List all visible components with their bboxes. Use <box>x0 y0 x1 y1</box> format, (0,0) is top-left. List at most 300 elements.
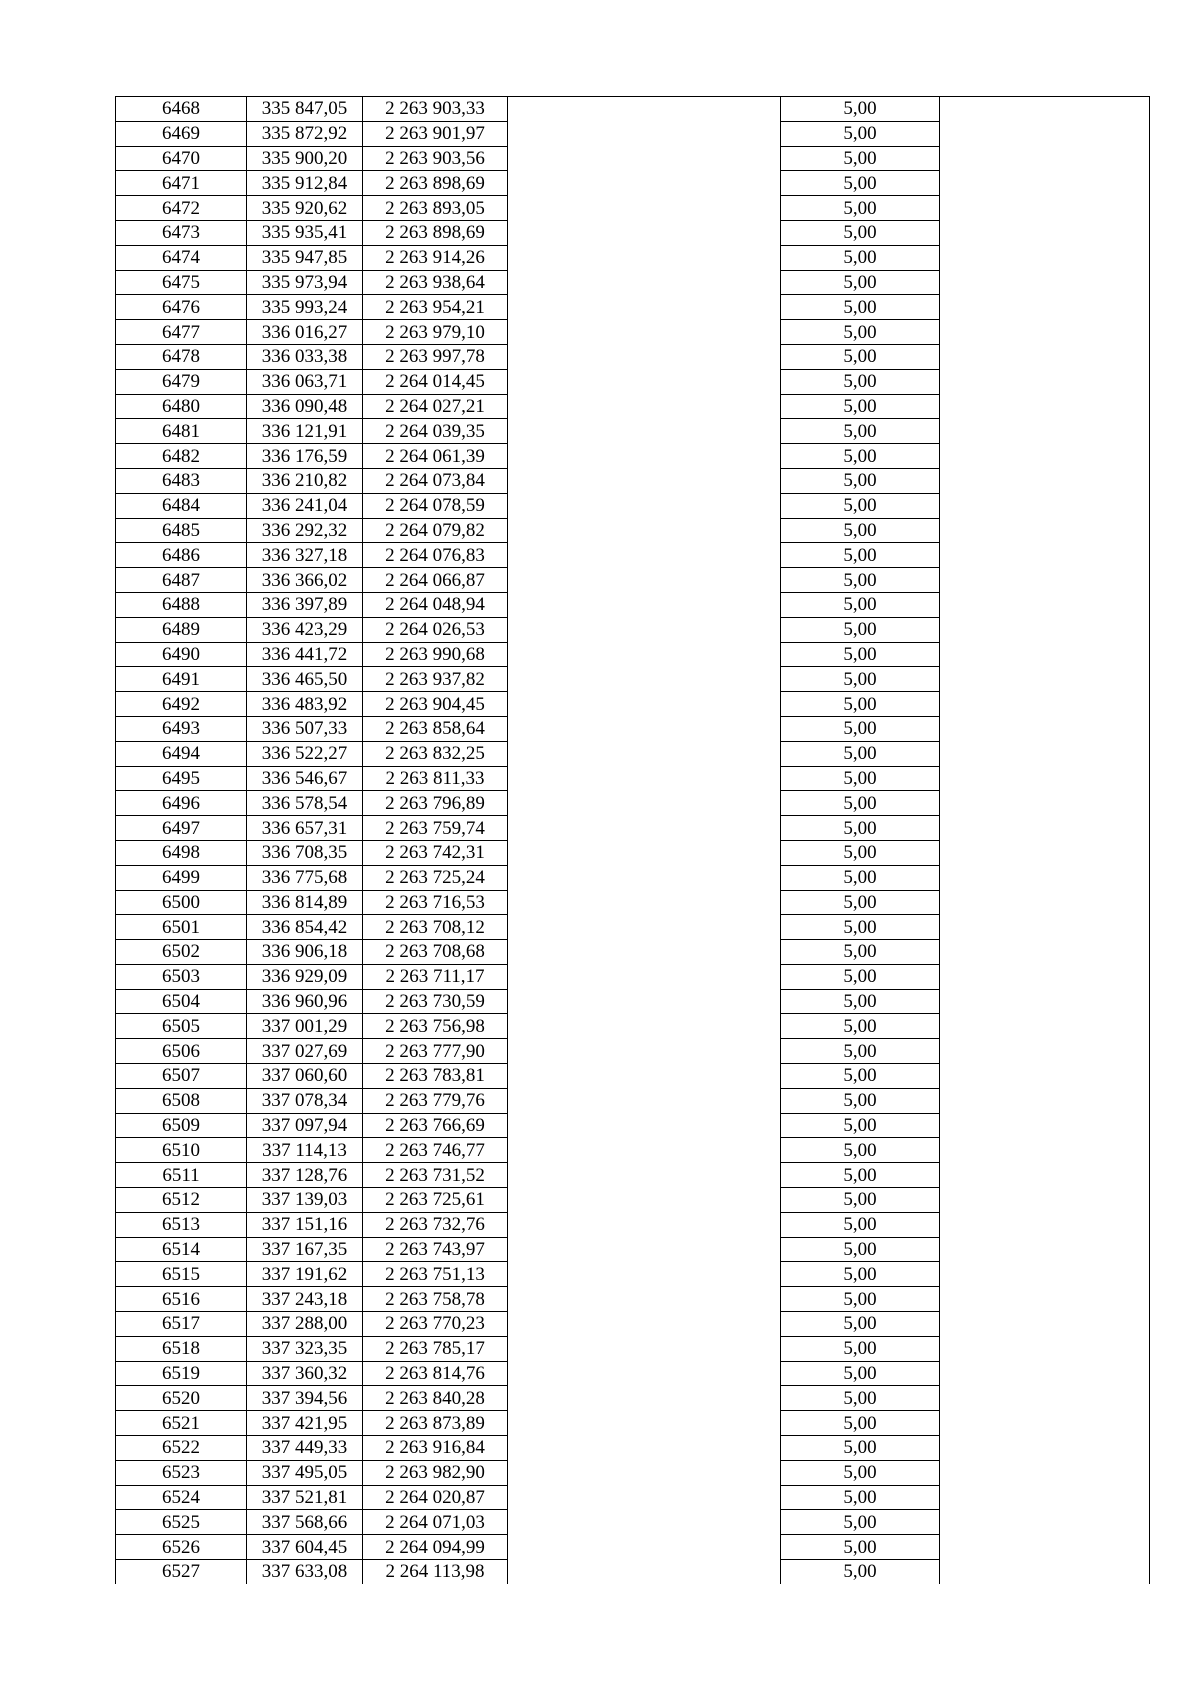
value-cell: 5,00 <box>781 1485 940 1510</box>
value-cell: 5,00 <box>781 791 940 816</box>
y-coordinate-cell: 2 263 730,59 <box>363 989 508 1014</box>
table-row <box>116 1088 1150 1113</box>
empty-cell <box>508 1312 781 1337</box>
empty-cell <box>940 1485 1150 1510</box>
empty-cell <box>508 196 781 221</box>
x-coordinate-cell: 337 394,56 <box>247 1386 363 1411</box>
y-coordinate-cell: 2 264 048,94 <box>363 592 508 617</box>
point-number-cell: 6474 <box>116 245 247 270</box>
y-coordinate-cell: 2 264 079,82 <box>363 518 508 543</box>
value-cell: 5,00 <box>781 1163 940 1188</box>
empty-cell <box>940 121 1150 146</box>
table-row <box>116 568 1150 593</box>
point-number-cell: 6518 <box>116 1336 247 1361</box>
table-row <box>116 667 1150 692</box>
empty-cell <box>940 1287 1150 1312</box>
value-cell: 5,00 <box>781 1014 940 1039</box>
y-coordinate-cell: 2 263 758,78 <box>363 1287 508 1312</box>
point-number-cell: 6469 <box>116 121 247 146</box>
table-row <box>116 468 1150 493</box>
empty-cell <box>940 1138 1150 1163</box>
y-coordinate-cell: 2 263 893,05 <box>363 196 508 221</box>
table-row <box>116 1510 1150 1535</box>
y-coordinate-cell: 2 263 779,76 <box>363 1088 508 1113</box>
empty-cell <box>940 1014 1150 1039</box>
x-coordinate-cell: 336 063,71 <box>247 369 363 394</box>
empty-cell <box>940 1212 1150 1237</box>
empty-cell <box>508 791 781 816</box>
y-coordinate-cell: 2 263 716,53 <box>363 890 508 915</box>
table-row <box>116 692 1150 717</box>
x-coordinate-cell: 337 001,29 <box>247 1014 363 1039</box>
y-coordinate-cell: 2 263 938,64 <box>363 270 508 295</box>
x-coordinate-cell: 337 060,60 <box>247 1064 363 1089</box>
empty-cell <box>940 146 1150 171</box>
x-coordinate-cell: 336 210,82 <box>247 468 363 493</box>
empty-cell <box>940 1237 1150 1262</box>
table-row <box>116 518 1150 543</box>
value-cell: 5,00 <box>781 1510 940 1535</box>
y-coordinate-cell: 2 263 770,23 <box>363 1312 508 1337</box>
value-cell: 5,00 <box>781 196 940 221</box>
y-coordinate-cell: 2 263 751,13 <box>363 1262 508 1287</box>
x-coordinate-cell: 336 708,35 <box>247 840 363 865</box>
table-row <box>116 270 1150 295</box>
empty-cell <box>940 344 1150 369</box>
point-number-cell: 6480 <box>116 394 247 419</box>
point-number-cell: 6494 <box>116 741 247 766</box>
x-coordinate-cell: 336 327,18 <box>247 543 363 568</box>
table-row <box>116 1113 1150 1138</box>
empty-cell <box>940 1436 1150 1461</box>
table-row <box>116 146 1150 171</box>
coordinates-table-body <box>116 97 1150 1584</box>
x-coordinate-cell: 336 397,89 <box>247 592 363 617</box>
empty-cell <box>940 1336 1150 1361</box>
y-coordinate-cell: 2 263 937,82 <box>363 667 508 692</box>
empty-cell <box>508 890 781 915</box>
table-row <box>116 741 1150 766</box>
table-row <box>116 816 1150 841</box>
table-row <box>116 1336 1150 1361</box>
empty-cell <box>508 964 781 989</box>
value-cell: 5,00 <box>781 840 940 865</box>
point-number-cell: 6483 <box>116 468 247 493</box>
value-cell: 5,00 <box>781 146 940 171</box>
empty-cell <box>508 369 781 394</box>
value-cell: 5,00 <box>781 171 940 196</box>
value-cell: 5,00 <box>781 543 940 568</box>
y-coordinate-cell: 2 263 746,77 <box>363 1138 508 1163</box>
table-row <box>116 1212 1150 1237</box>
y-coordinate-cell: 2 263 783,81 <box>363 1064 508 1089</box>
value-cell: 5,00 <box>781 1188 940 1213</box>
empty-cell <box>940 617 1150 642</box>
table-row <box>116 1039 1150 1064</box>
value-cell: 5,00 <box>781 468 940 493</box>
value-cell: 5,00 <box>781 667 940 692</box>
empty-cell <box>508 419 781 444</box>
point-number-cell: 6491 <box>116 667 247 692</box>
value-cell: 5,00 <box>781 245 940 270</box>
point-number-cell: 6503 <box>116 964 247 989</box>
y-coordinate-cell: 2 263 914,26 <box>363 245 508 270</box>
empty-cell <box>940 369 1150 394</box>
table-row <box>116 791 1150 816</box>
table-row <box>116 642 1150 667</box>
empty-cell <box>508 1113 781 1138</box>
table-row <box>116 171 1150 196</box>
value-cell: 5,00 <box>781 1336 940 1361</box>
point-number-cell: 6470 <box>116 146 247 171</box>
point-number-cell: 6482 <box>116 444 247 469</box>
y-coordinate-cell: 2 263 796,89 <box>363 791 508 816</box>
empty-cell <box>940 220 1150 245</box>
y-coordinate-cell: 2 264 076,83 <box>363 543 508 568</box>
value-cell: 5,00 <box>781 320 940 345</box>
empty-cell <box>940 171 1150 196</box>
value-cell: 5,00 <box>781 964 940 989</box>
x-coordinate-cell: 337 139,03 <box>247 1188 363 1213</box>
point-number-cell: 6477 <box>116 320 247 345</box>
value-cell: 5,00 <box>781 1460 940 1485</box>
y-coordinate-cell: 2 264 094,99 <box>363 1535 508 1560</box>
empty-cell <box>508 220 781 245</box>
table-row <box>116 1312 1150 1337</box>
value-cell: 5,00 <box>781 1113 940 1138</box>
empty-cell <box>940 245 1150 270</box>
x-coordinate-cell: 337 421,95 <box>247 1411 363 1436</box>
x-coordinate-cell: 336 016,27 <box>247 320 363 345</box>
empty-cell <box>508 121 781 146</box>
point-number-cell: 6493 <box>116 716 247 741</box>
table-row <box>116 1436 1150 1461</box>
point-number-cell: 6517 <box>116 1312 247 1337</box>
value-cell: 5,00 <box>781 1212 940 1237</box>
table-row <box>116 121 1150 146</box>
value-cell: 5,00 <box>781 617 940 642</box>
empty-cell <box>508 1188 781 1213</box>
y-coordinate-cell: 2 263 858,64 <box>363 716 508 741</box>
point-number-cell: 6501 <box>116 915 247 940</box>
point-number-cell: 6504 <box>116 989 247 1014</box>
value-cell: 5,00 <box>781 642 940 667</box>
table-row <box>116 865 1150 890</box>
empty-cell <box>940 592 1150 617</box>
empty-cell <box>940 493 1150 518</box>
empty-cell <box>508 1361 781 1386</box>
y-coordinate-cell: 2 263 732,76 <box>363 1212 508 1237</box>
value-cell: 5,00 <box>781 1312 940 1337</box>
point-number-cell: 6471 <box>116 171 247 196</box>
table-row <box>116 964 1150 989</box>
value-cell: 5,00 <box>781 270 940 295</box>
point-number-cell: 6492 <box>116 692 247 717</box>
point-number-cell: 6485 <box>116 518 247 543</box>
empty-cell <box>508 989 781 1014</box>
y-coordinate-cell: 2 263 711,17 <box>363 964 508 989</box>
point-number-cell: 6481 <box>116 419 247 444</box>
empty-cell <box>508 543 781 568</box>
empty-cell <box>508 1560 781 1584</box>
empty-cell <box>940 1113 1150 1138</box>
y-coordinate-cell: 2 264 061,39 <box>363 444 508 469</box>
y-coordinate-cell: 2 263 743,97 <box>363 1237 508 1262</box>
point-number-cell: 6514 <box>116 1237 247 1262</box>
x-coordinate-cell: 336 929,09 <box>247 964 363 989</box>
empty-cell <box>940 568 1150 593</box>
point-number-cell: 6527 <box>116 1560 247 1584</box>
point-number-cell: 6507 <box>116 1064 247 1089</box>
table-row <box>116 444 1150 469</box>
x-coordinate-cell: 336 960,96 <box>247 989 363 1014</box>
point-number-cell: 6516 <box>116 1287 247 1312</box>
x-coordinate-cell: 335 900,20 <box>247 146 363 171</box>
point-number-cell: 6524 <box>116 1485 247 1510</box>
x-coordinate-cell: 336 657,31 <box>247 816 363 841</box>
table-row <box>116 1535 1150 1560</box>
empty-cell <box>508 344 781 369</box>
table-row <box>116 1287 1150 1312</box>
point-number-cell: 6489 <box>116 617 247 642</box>
point-number-cell: 6508 <box>116 1088 247 1113</box>
empty-cell <box>508 1510 781 1535</box>
empty-cell <box>940 692 1150 717</box>
value-cell: 5,00 <box>781 1436 940 1461</box>
x-coordinate-cell: 337 078,34 <box>247 1088 363 1113</box>
x-coordinate-cell: 336 507,33 <box>247 716 363 741</box>
empty-cell <box>940 1039 1150 1064</box>
empty-cell <box>508 940 781 965</box>
y-coordinate-cell: 2 264 071,03 <box>363 1510 508 1535</box>
x-coordinate-cell: 337 243,18 <box>247 1287 363 1312</box>
x-coordinate-cell: 337 151,16 <box>247 1212 363 1237</box>
point-number-cell: 6475 <box>116 270 247 295</box>
empty-cell <box>940 1312 1150 1337</box>
empty-cell <box>508 1163 781 1188</box>
y-coordinate-cell: 2 263 777,90 <box>363 1039 508 1064</box>
empty-cell <box>508 592 781 617</box>
point-number-cell: 6495 <box>116 766 247 791</box>
point-number-cell: 6478 <box>116 344 247 369</box>
empty-cell <box>508 741 781 766</box>
empty-cell <box>508 171 781 196</box>
value-cell: 5,00 <box>781 716 940 741</box>
empty-cell <box>940 1064 1150 1089</box>
empty-cell <box>508 270 781 295</box>
empty-cell <box>508 518 781 543</box>
value-cell: 5,00 <box>781 766 940 791</box>
value-cell: 5,00 <box>781 1535 940 1560</box>
value-cell: 5,00 <box>781 344 940 369</box>
empty-cell <box>508 1411 781 1436</box>
empty-cell <box>940 1088 1150 1113</box>
value-cell: 5,00 <box>781 865 940 890</box>
table-row <box>116 97 1150 122</box>
empty-cell <box>508 642 781 667</box>
x-coordinate-cell: 335 935,41 <box>247 220 363 245</box>
value-cell: 5,00 <box>781 741 940 766</box>
x-coordinate-cell: 336 241,04 <box>247 493 363 518</box>
table-row <box>116 592 1150 617</box>
empty-cell <box>940 915 1150 940</box>
empty-cell <box>940 97 1150 122</box>
y-coordinate-cell: 2 263 979,10 <box>363 320 508 345</box>
value-cell: 5,00 <box>781 1411 940 1436</box>
x-coordinate-cell: 335 912,84 <box>247 171 363 196</box>
empty-cell <box>508 840 781 865</box>
point-number-cell: 6499 <box>116 865 247 890</box>
empty-cell <box>940 1163 1150 1188</box>
empty-cell <box>940 1386 1150 1411</box>
empty-cell <box>940 667 1150 692</box>
x-coordinate-cell: 337 167,35 <box>247 1237 363 1262</box>
empty-cell <box>940 816 1150 841</box>
value-cell: 5,00 <box>781 1386 940 1411</box>
empty-cell <box>508 1039 781 1064</box>
value-cell: 5,00 <box>781 989 940 1014</box>
table-row <box>116 617 1150 642</box>
x-coordinate-cell: 336 176,59 <box>247 444 363 469</box>
point-number-cell: 6488 <box>116 592 247 617</box>
value-cell: 5,00 <box>781 592 940 617</box>
x-coordinate-cell: 336 578,54 <box>247 791 363 816</box>
point-number-cell: 6526 <box>116 1535 247 1560</box>
value-cell: 5,00 <box>781 915 940 940</box>
x-coordinate-cell: 336 546,67 <box>247 766 363 791</box>
y-coordinate-cell: 2 264 113,98 <box>363 1560 508 1584</box>
value-cell: 5,00 <box>781 890 940 915</box>
y-coordinate-cell: 2 264 020,87 <box>363 1485 508 1510</box>
table-row <box>116 1014 1150 1039</box>
point-number-cell: 6502 <box>116 940 247 965</box>
point-number-cell: 6519 <box>116 1361 247 1386</box>
y-coordinate-cell: 2 263 990,68 <box>363 642 508 667</box>
empty-cell <box>940 543 1150 568</box>
x-coordinate-cell: 337 323,35 <box>247 1336 363 1361</box>
x-coordinate-cell: 336 033,38 <box>247 344 363 369</box>
empty-cell <box>508 1386 781 1411</box>
y-coordinate-cell: 2 264 014,45 <box>363 369 508 394</box>
x-coordinate-cell: 337 568,66 <box>247 1510 363 1535</box>
x-coordinate-cell: 336 906,18 <box>247 940 363 965</box>
value-cell: 5,00 <box>781 121 940 146</box>
empty-cell <box>508 1014 781 1039</box>
value-cell: 5,00 <box>781 816 940 841</box>
empty-cell <box>940 320 1150 345</box>
table-row <box>116 295 1150 320</box>
x-coordinate-cell: 337 288,00 <box>247 1312 363 1337</box>
x-coordinate-cell: 335 872,92 <box>247 121 363 146</box>
value-cell: 5,00 <box>781 1287 940 1312</box>
value-cell: 5,00 <box>781 1361 940 1386</box>
value-cell: 5,00 <box>781 220 940 245</box>
y-coordinate-cell: 2 263 759,74 <box>363 816 508 841</box>
empty-cell <box>940 1560 1150 1584</box>
table-row <box>116 543 1150 568</box>
y-coordinate-cell: 2 263 982,90 <box>363 1460 508 1485</box>
y-coordinate-cell: 2 263 766,69 <box>363 1113 508 1138</box>
point-number-cell: 6476 <box>116 295 247 320</box>
y-coordinate-cell: 2 263 903,56 <box>363 146 508 171</box>
empty-cell <box>508 1535 781 1560</box>
x-coordinate-cell: 336 441,72 <box>247 642 363 667</box>
y-coordinate-cell: 2 263 903,33 <box>363 97 508 122</box>
empty-cell <box>508 1287 781 1312</box>
empty-cell <box>940 1460 1150 1485</box>
y-coordinate-cell: 2 263 901,97 <box>363 121 508 146</box>
empty-cell <box>508 97 781 122</box>
table-row <box>116 1262 1150 1287</box>
table-row <box>116 1237 1150 1262</box>
value-cell: 5,00 <box>781 1237 940 1262</box>
point-number-cell: 6522 <box>116 1436 247 1461</box>
table-row <box>116 1361 1150 1386</box>
value-cell: 5,00 <box>781 692 940 717</box>
value-cell: 5,00 <box>781 1039 940 1064</box>
value-cell: 5,00 <box>781 369 940 394</box>
value-cell: 5,00 <box>781 394 940 419</box>
x-coordinate-cell: 337 027,69 <box>247 1039 363 1064</box>
value-cell: 5,00 <box>781 1064 940 1089</box>
table-row <box>116 840 1150 865</box>
point-number-cell: 6500 <box>116 890 247 915</box>
empty-cell <box>508 915 781 940</box>
y-coordinate-cell: 2 263 814,76 <box>363 1361 508 1386</box>
table-row <box>116 196 1150 221</box>
table-row <box>116 915 1150 940</box>
table-row <box>116 220 1150 245</box>
empty-cell <box>508 1138 781 1163</box>
empty-cell <box>940 642 1150 667</box>
empty-cell <box>508 865 781 890</box>
table-row <box>116 419 1150 444</box>
value-cell: 5,00 <box>781 1088 940 1113</box>
y-coordinate-cell: 2 263 898,69 <box>363 220 508 245</box>
y-coordinate-cell: 2 263 708,68 <box>363 940 508 965</box>
x-coordinate-cell: 336 465,50 <box>247 667 363 692</box>
y-coordinate-cell: 2 263 785,17 <box>363 1336 508 1361</box>
x-coordinate-cell: 336 366,02 <box>247 568 363 593</box>
empty-cell <box>508 1212 781 1237</box>
point-number-cell: 6479 <box>116 369 247 394</box>
empty-cell <box>508 1237 781 1262</box>
value-cell: 5,00 <box>781 1560 940 1584</box>
value-cell: 5,00 <box>781 419 940 444</box>
value-cell: 5,00 <box>781 493 940 518</box>
empty-cell <box>508 1336 781 1361</box>
value-cell: 5,00 <box>781 444 940 469</box>
y-coordinate-cell: 2 263 756,98 <box>363 1014 508 1039</box>
point-number-cell: 6521 <box>116 1411 247 1436</box>
x-coordinate-cell: 337 128,76 <box>247 1163 363 1188</box>
point-number-cell: 6512 <box>116 1188 247 1213</box>
empty-cell <box>508 692 781 717</box>
point-number-cell: 6520 <box>116 1386 247 1411</box>
x-coordinate-cell: 336 292,32 <box>247 518 363 543</box>
point-number-cell: 6515 <box>116 1262 247 1287</box>
y-coordinate-cell: 2 264 078,59 <box>363 493 508 518</box>
table-row <box>116 1386 1150 1411</box>
point-number-cell: 6523 <box>116 1460 247 1485</box>
y-coordinate-cell: 2 264 039,35 <box>363 419 508 444</box>
x-coordinate-cell: 336 090,48 <box>247 394 363 419</box>
empty-cell <box>508 716 781 741</box>
y-coordinate-cell: 2 263 997,78 <box>363 344 508 369</box>
y-coordinate-cell: 2 264 066,87 <box>363 568 508 593</box>
x-coordinate-cell: 335 993,24 <box>247 295 363 320</box>
x-coordinate-cell: 335 847,05 <box>247 97 363 122</box>
